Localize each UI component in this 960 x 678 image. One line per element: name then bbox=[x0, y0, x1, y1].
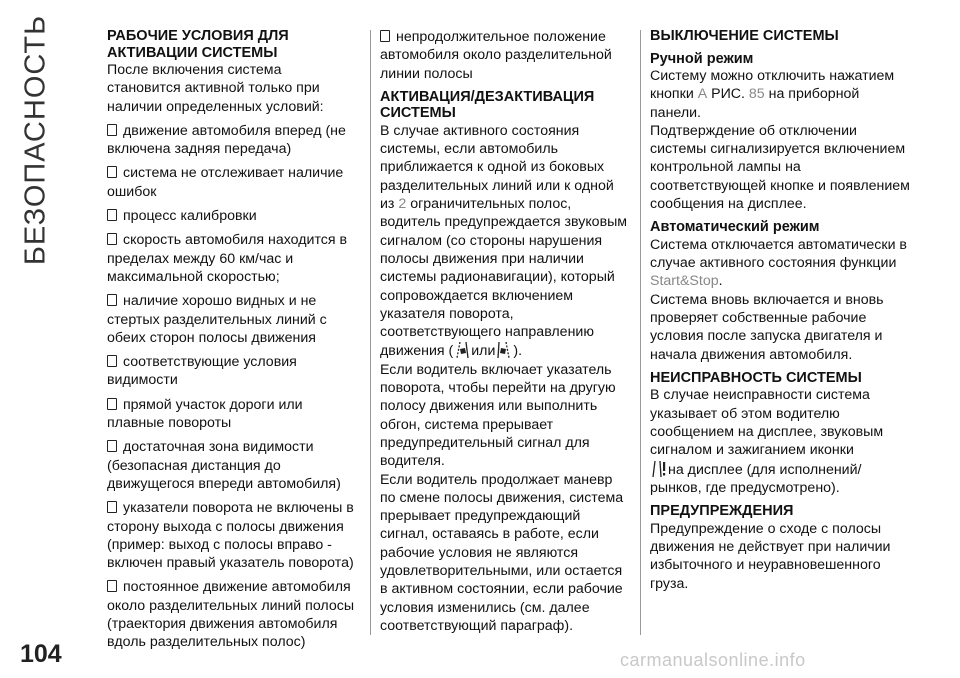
checkbox-bullet-icon bbox=[107, 233, 117, 245]
paragraph-warning: Предупреждение о сходе с полосы движения не действует при наличии избыточного и неуравновешенного груза. bbox=[650, 520, 891, 592]
checkbox-bullet-icon bbox=[107, 294, 117, 306]
paragraph-auto-restart: Система вновь включается и вновь проверяет собственные рабочие условия после запуска двигателя и начала движения автомобиля. bbox=[650, 291, 884, 363]
heading-warnings: ПРЕДУПРЕЖДЕНИЯ bbox=[650, 503, 794, 520]
paragraph-manual-confirm: Подтверждение об отключении системы сигнализируется включением контрольной лампы на соответствующей кнопке и появлением сообщения на дисплее. bbox=[650, 122, 910, 213]
lane-right-warning-icon bbox=[496, 341, 512, 359]
paragraph-auto: Система отключается автоматически в случае активного состояния функции Start&Stop. bbox=[650, 236, 907, 290]
conditions-intro: После включения система становится активной только при наличии определенных условий: bbox=[107, 62, 324, 115]
heading-activation-conditions: РАБОЧИЕ УСЛОВИЯ ДЛЯ АКТИВАЦИИ СИСТЕМЫ bbox=[107, 28, 289, 61]
checkbox-bullet-icon bbox=[107, 355, 117, 367]
checkbox-bullet-icon bbox=[107, 124, 117, 136]
lane-fault-warning-icon bbox=[651, 460, 667, 478]
checkbox-bullet-icon bbox=[107, 398, 117, 410]
list-item: движение автомобиля вперед (не включена задняя передача) bbox=[107, 122, 346, 158]
list-item: достаточная зона видимости (безопасная дистанция до движущегося впереди автомобиля) bbox=[107, 439, 341, 492]
list-item: система не отслеживает наличие ошибок bbox=[107, 165, 344, 200]
paragraph-warning-signal: В случае активного состояния системы, если автомобиль приближается к одной из боковых разделительных линий или к одной из 2 ограничительных полос, водитель предупреждается звуковым сигналом (со стороны нарушения полосы движения при наличии системы радионавигации), который сопровождается включением указателя поворота, соответствующего направлению движения ( или ). bbox=[380, 122, 628, 360]
list-item: скорость автомобиля находится в пределах между 60 км/час и максимальной скоростью; bbox=[107, 232, 348, 285]
column-divider-2 bbox=[640, 30, 641, 635]
list-item: наличие хорошо видных и не стертых разделительных линий с обеих сторон полосы движения bbox=[107, 293, 327, 346]
paragraph-fault: В случае неисправности система указывает об этом водителю сообщением на дисплее, звуковым сигналом и зажиганием иконки на дисплее (для исполнений/рынков, где предусмотрено). bbox=[650, 387, 884, 496]
paragraph-turn-signal: Если водитель включает указатель поворота, чтобы перейти на другую полосу движения или выполнить обгон, система прерывает предупредительный сигнал для водителя. bbox=[380, 361, 616, 470]
subheading-manual-mode: Ручной режим bbox=[650, 50, 754, 67]
list-item: постоянное движение автомобиля около разделительных линий полосы (траектория движения автомобиля вдоль разделительных полос) bbox=[107, 579, 355, 651]
list-item: соответствующие условия видимости bbox=[107, 354, 297, 389]
list-item: процесс калибровки bbox=[107, 207, 357, 225]
section-side-title: БЕЗОПАСНОСТЬ bbox=[19, 14, 52, 266]
checkbox-bullet-icon bbox=[107, 580, 117, 592]
paragraph-maneuver: Если водитель продолжает маневр по смене полосы движения, система прерывает предупреждающий сигнал, оставаясь в работе, если рабочие условия не являются удовлетворительными, или остается в активном состоянии, если рабочие условия изменились (см. далее соответствующий параграф). bbox=[380, 471, 624, 634]
checkbox-bullet-icon bbox=[107, 440, 117, 452]
column-2 bbox=[380, 28, 630, 635]
column-1 bbox=[107, 28, 357, 652]
list-item: прямой участок дороги или плавные повороты bbox=[107, 396, 303, 432]
subheading-auto-mode: Автоматический режим bbox=[650, 219, 820, 236]
checkbox-bullet-icon bbox=[380, 30, 390, 42]
conditions-list bbox=[107, 122, 357, 652]
watermark: carmanualsonline.info bbox=[620, 650, 806, 670]
heading-system-off: ВЫКЛЮЧЕНИЕ СИСТЕМЫ bbox=[650, 28, 839, 44]
list-item: указатели поворота не включены в сторону выхода с полосы движения (пример: выход с полосы вправо - включен правый указатель поворота) bbox=[107, 500, 354, 572]
lane-left-warning-icon bbox=[454, 341, 470, 359]
list-item: непродолжительное положение автомобиля около разделительной линии полосы bbox=[380, 29, 612, 82]
heading-system-fault: НЕИСПРАВНОСТЬ СИСТЕМЫ bbox=[650, 369, 862, 386]
checkbox-bullet-icon bbox=[107, 209, 117, 221]
paragraph-manual: Систему можно отключить нажатием кнопки А РИС. 85 на приборной панели. bbox=[650, 68, 895, 121]
page-number: 104 bbox=[20, 640, 62, 668]
heading-activation-deactivation: АКТИВАЦИЯ/ДЕЗАКТИВАЦИЯ СИСТЕМЫ bbox=[380, 88, 595, 122]
checkbox-bullet-icon bbox=[107, 501, 117, 513]
column-divider-1 bbox=[370, 30, 371, 635]
side-title-wrap bbox=[0, 0, 70, 600]
checkbox-bullet-icon bbox=[107, 166, 117, 178]
column-3 bbox=[650, 28, 912, 593]
